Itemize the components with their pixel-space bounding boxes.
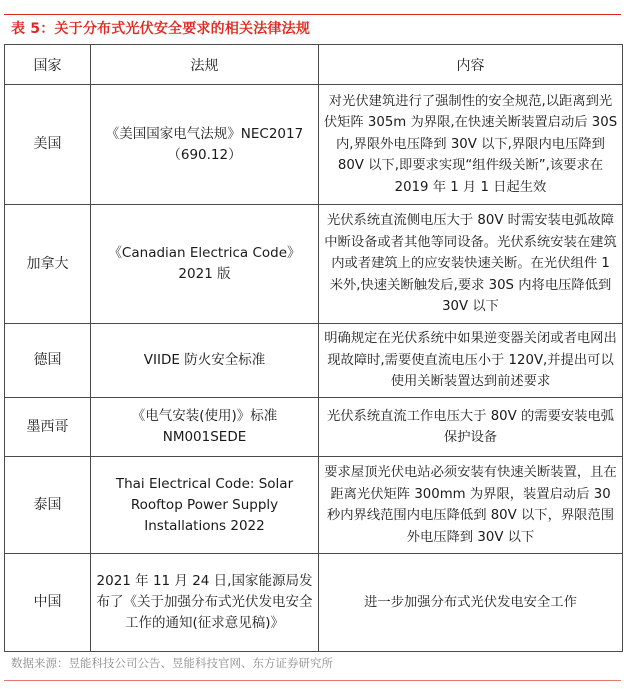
regulation-cell: 《Canadian Electrica Code》2021 版	[91, 205, 319, 324]
regulation-cell: VIIDE 防火安全标准	[91, 324, 319, 398]
header-country: 国家	[5, 45, 91, 85]
table-row	[5, 324, 623, 398]
regulation-cell: 《电气安装(使用)》标准 NM001SEDE	[91, 398, 319, 457]
regulation-cell: 《美国国家电气法规》NEC2017（690.12）	[91, 85, 319, 205]
content-cell: 光伏系统直流侧电压大于 80V 时需安装电弧故障中断设备或者其他等同设备。光伏系统安装在建筑内或者建筑上的应安装快速关断。在光伏组件 1 米外,快速关断触发后,要求 30S 内将电压降低到 30V 以下	[319, 205, 623, 324]
table-row	[5, 85, 623, 205]
country-cell: 中国	[5, 554, 91, 652]
regulations-table	[4, 44, 623, 652]
regulation-cell: 2021 年 11 月 24 日,国家能源局发布了《关于加强分布式光伏发电安全工作的通知(征求意见稿)》	[91, 554, 319, 652]
table-row	[5, 205, 623, 324]
country-cell: 泰国	[5, 457, 91, 554]
top-divider	[4, 14, 621, 15]
country-cell: 墨西哥	[5, 398, 91, 457]
content-cell: 对光伏建筑进行了强制性的安全规范,以距离到光伏矩阵 305m 为界限,在快速关断装置启动后 30S 内,界限外电压降到 30V 以下,界限内电压降到 80V 以下,即要求实现“组件级关断”,该要求在 2019 年 1 月 1 日起生效	[319, 85, 623, 205]
country-cell: 德国	[5, 324, 91, 398]
content-cell: 进一步加强分布式光伏发电安全工作	[319, 554, 623, 652]
table-header-row	[5, 45, 623, 85]
bottom-divider	[4, 680, 621, 681]
table-row	[5, 398, 623, 457]
table-caption: 表 5：关于分布式光伏安全要求的相关法律法规	[11, 21, 311, 37]
country-cell: 美国	[5, 85, 91, 205]
header-content: 内容	[319, 45, 623, 85]
country-cell: 加拿大	[5, 205, 91, 324]
data-source-note: 数据来源：昱能科技公司公告、昱能科技官网、东方证券研究所	[11, 656, 333, 670]
content-cell: 明确规定在光伏系统中如果逆变器关闭或者电网出现故障时,需要使直流电压小于 120V,并提出可以使用关断装置达到前述要求	[319, 324, 623, 398]
header-regulation: 法规	[91, 45, 319, 85]
table-row	[5, 457, 623, 554]
table-row	[5, 554, 623, 652]
content-cell: 要求屋顶光伏电站必须安装有快速关断装置，且在距离光伏矩阵 300mm 为界限，装置启动后 30 秒内界线范围内电压降低到 80V 以下，界限范围外电压降到 30V 以下	[319, 457, 623, 554]
regulation-cell: Thai Electrical Code: Solar Rooftop Power Supply Installations 2022	[91, 457, 319, 554]
content-cell: 光伏系统直流工作电压大于 80V 的需要安装电弧保护设备	[319, 398, 623, 457]
